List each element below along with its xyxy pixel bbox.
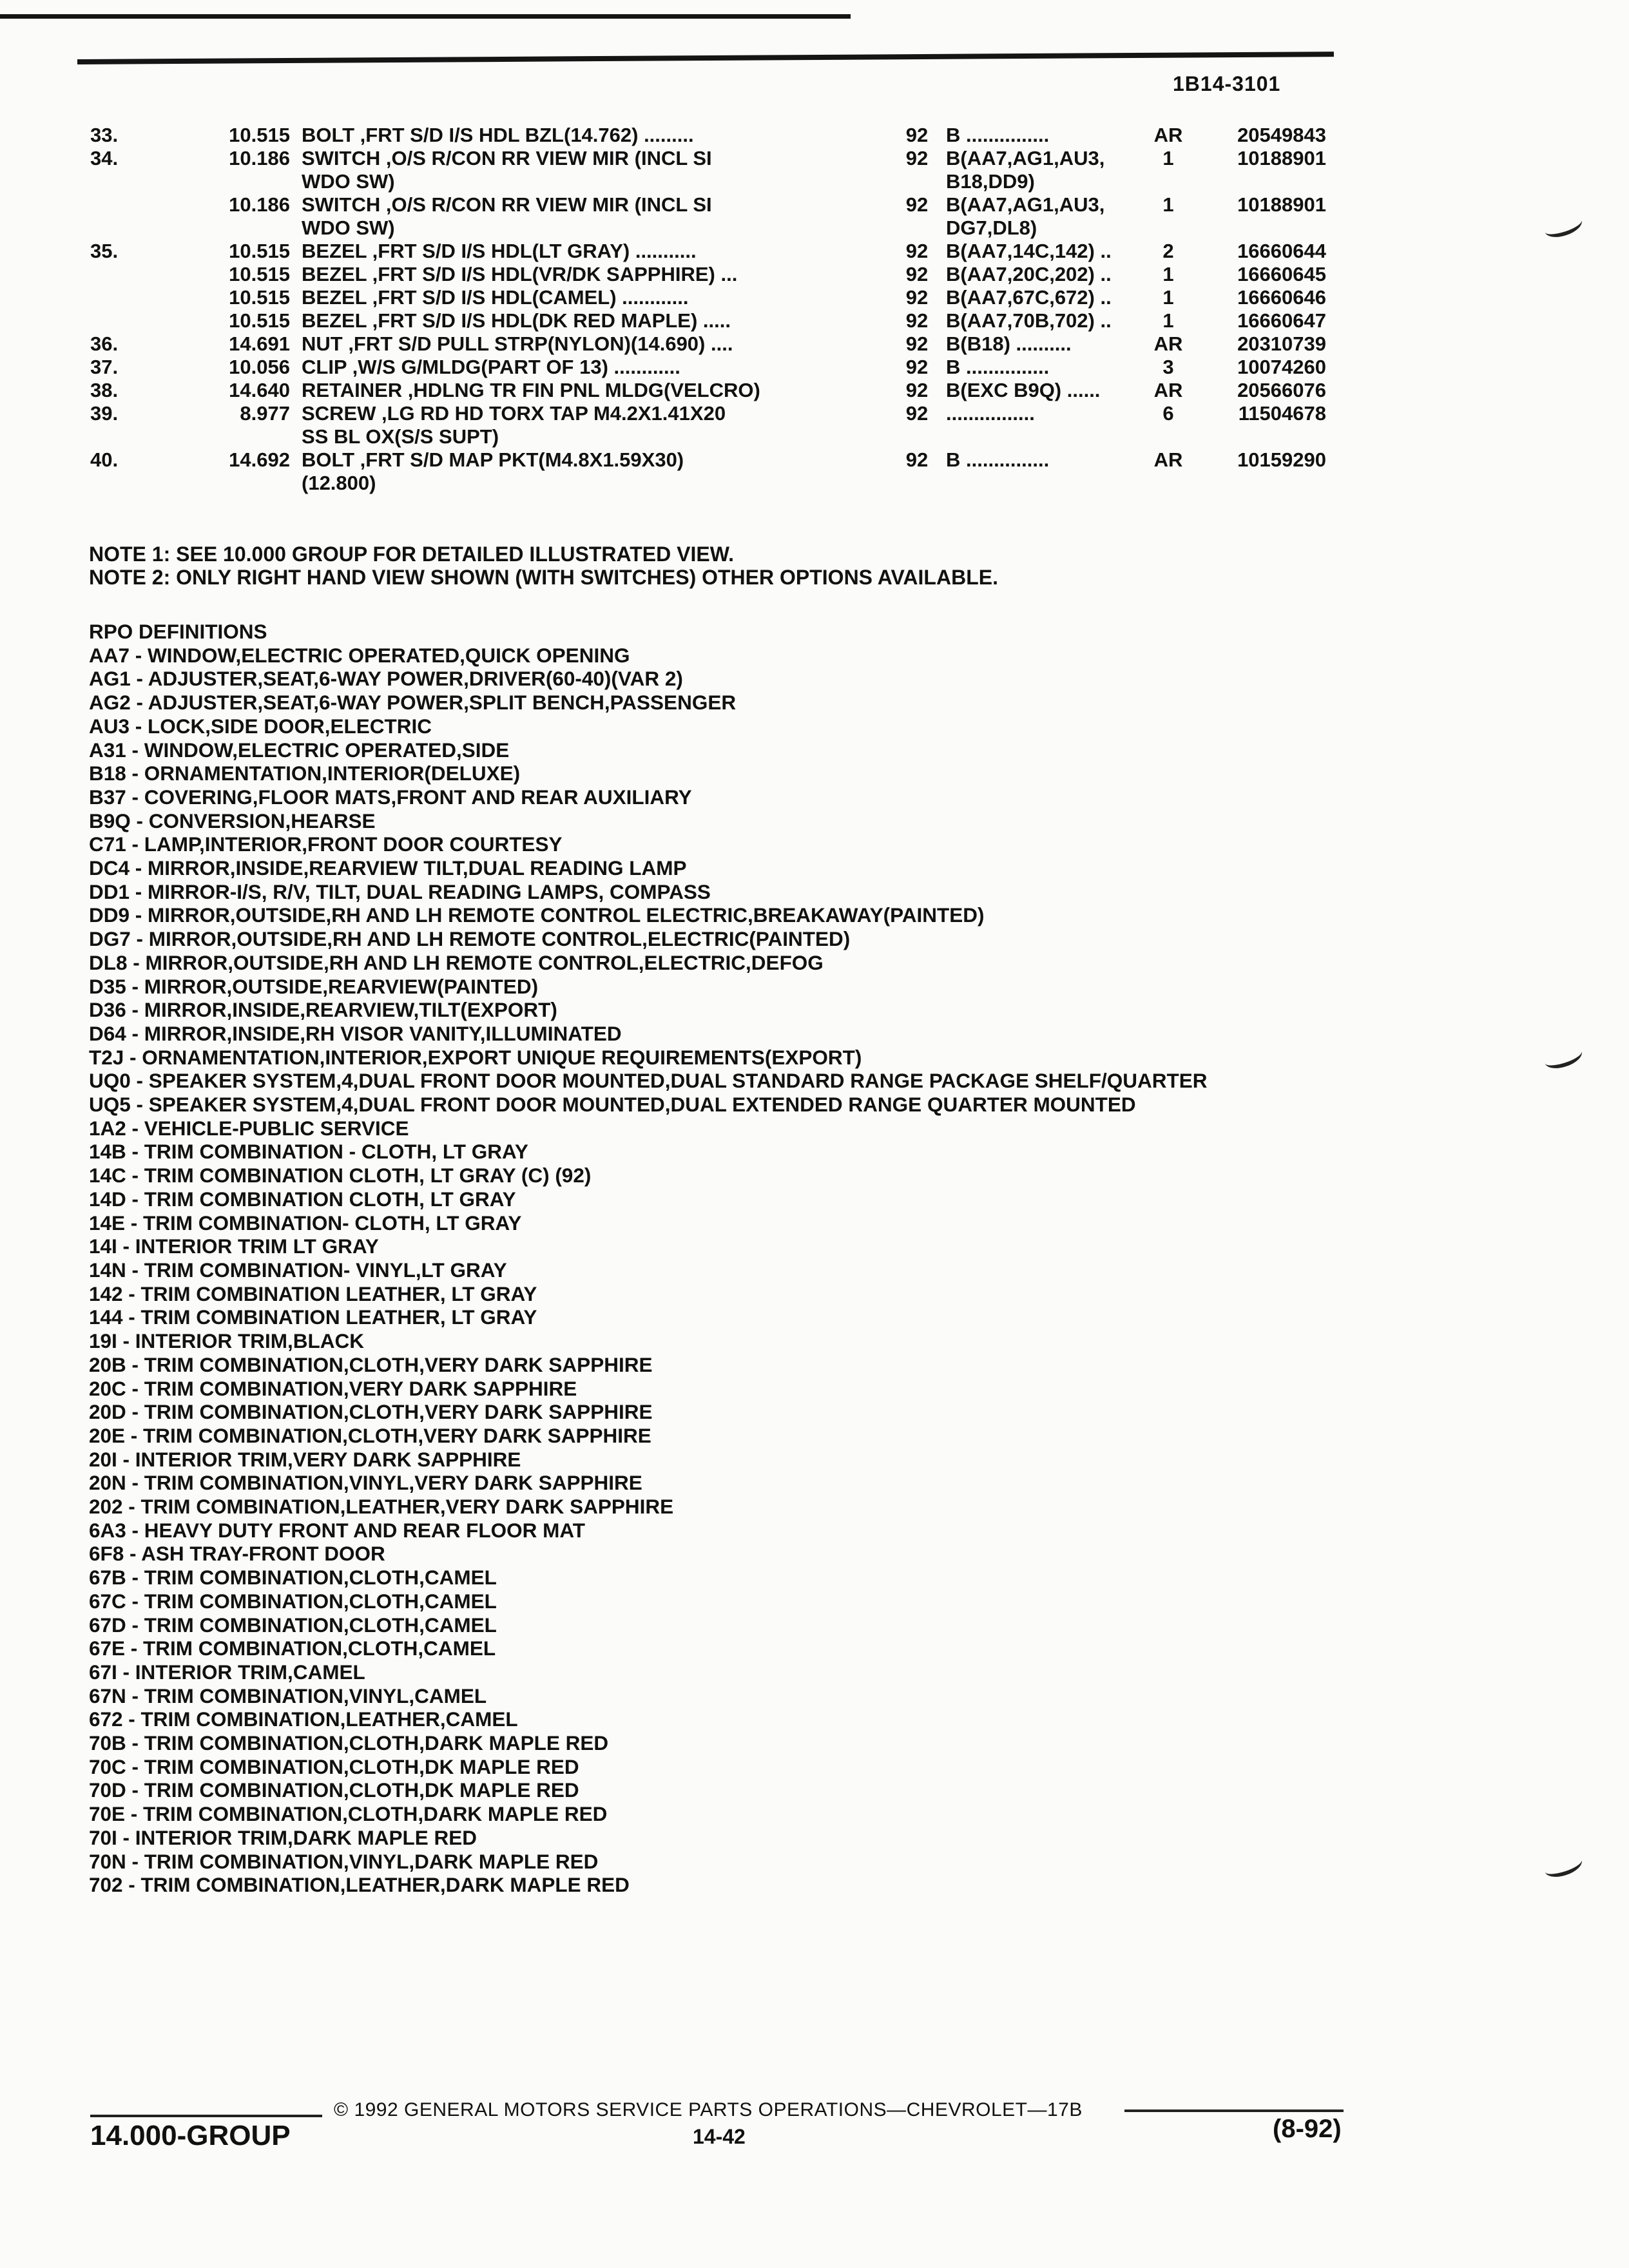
part-yr: 92 <box>905 147 929 169</box>
part-yr: 92 <box>905 356 929 378</box>
rpo-item: D64 - MIRROR,INSIDE,RH VISOR VANITY,ILLUMINATED <box>89 1021 622 1045</box>
part-desc: BEZEL ,FRT S/D I/S HDL(CAMEL) ............ <box>302 286 689 309</box>
part-qty: AR <box>1153 124 1183 146</box>
part-row <box>90 402 1353 448</box>
part-qty: 1 <box>1162 263 1174 285</box>
part-desc: SWITCH ,O/S R/CON RR VIEW MIR (INCL SI WDO SW) <box>302 193 712 239</box>
part-row <box>90 448 1353 495</box>
rpo-item: C71 - LAMP,INTERIOR,FRONT DOOR COURTESY <box>89 832 563 856</box>
rpo-item: 70B - TRIM COMBINATION,CLOTH,DARK MAPLE RED <box>89 1731 609 1755</box>
group-label: 14.000-GROUP <box>90 2120 291 2151</box>
rpo-item: 14E - TRIM COMBINATION- CLOTH, LT GRAY <box>89 1211 522 1235</box>
part-num: 36. <box>90 332 119 355</box>
page-number: 14-42 <box>693 2125 746 2148</box>
part-row <box>90 124 1353 147</box>
part-qty: 1 <box>1162 193 1174 216</box>
margin-mark <box>1541 1847 1585 1881</box>
rpo-item: DG7 - MIRROR,OUTSIDE,RH AND LH REMOTE CONTROL,ELECTRIC(PAINTED) <box>89 927 851 951</box>
rpo-item: 14D - TRIM COMBINATION CLOTH, LT GRAY <box>89 1187 516 1211</box>
part-qty: 2 <box>1162 240 1174 262</box>
rpo-item: 672 - TRIM COMBINATION,LEATHER,CAMEL <box>89 1707 518 1731</box>
part-grp: 10.056 <box>229 356 290 378</box>
header-rule <box>77 52 1334 64</box>
part-yr: 92 <box>905 309 929 332</box>
part-desc: BOLT ,FRT S/D MAP PKT(M4.8X1.59X30) (12.800) <box>302 448 684 494</box>
rpo-item: DC4 - MIRROR,INSIDE,REARVIEW TILT,DUAL READING LAMP <box>89 856 687 880</box>
part-yr: 92 <box>905 263 929 285</box>
rpo-item: 67I - INTERIOR TRIM,CAMEL <box>89 1660 365 1684</box>
rpo-item: 67N - TRIM COMBINATION,VINYL,CAMEL <box>89 1684 487 1707</box>
part-grp: 14.692 <box>229 448 290 471</box>
part-part: 20549843 <box>1237 124 1326 146</box>
part-part: 20566076 <box>1237 379 1326 401</box>
rpo-item: B9Q - CONVERSION,HEARSE <box>89 809 376 832</box>
rpo-item: AA7 - WINDOW,ELECTRIC OPERATED,QUICK OPENING <box>89 643 630 667</box>
rpo-item: AG1 - ADJUSTER,SEAT,6-WAY POWER,DRIVER(60-40)(VAR 2) <box>89 667 683 691</box>
part-desc: CLIP ,W/S G/MLDG(PART OF 13) ............ <box>302 356 680 378</box>
rpo-item: 142 - TRIM COMBINATION LEATHER, LT GRAY <box>89 1282 537 1305</box>
part-desc: BOLT ,FRT S/D I/S HDL BZL(14.762) ......... <box>302 124 694 146</box>
part-desc: SCREW ,LG RD HD TORX TAP M4.2X1.41X20 SS BL OX(S/S SUPT) <box>302 402 726 448</box>
footer-rule-right <box>1124 2109 1344 2112</box>
rpo-item: DD9 - MIRROR,OUTSIDE,RH AND LH REMOTE CONTROL ELECTRIC,BREAKAWAY(PAINTED) <box>89 903 985 927</box>
part-num: 39. <box>90 402 119 425</box>
part-yr: 92 <box>905 332 929 355</box>
part-app: B(EXC B9Q) ...... <box>946 379 1101 401</box>
part-grp: 10.515 <box>229 240 290 262</box>
part-grp: 14.691 <box>229 332 290 355</box>
rpo-item: 67D - TRIM COMBINATION,CLOTH,CAMEL <box>89 1613 497 1637</box>
part-num: 33. <box>90 124 119 146</box>
part-yr: 92 <box>905 124 929 146</box>
page-id: 1B14-3101 <box>1173 72 1281 95</box>
rpo-item: 70C - TRIM COMBINATION,CLOTH,DK MAPLE RED <box>89 1754 579 1778</box>
part-num: 40. <box>90 448 119 471</box>
note: NOTE 1: SEE 10.000 GROUP FOR DETAILED ILLUSTRATED VIEW. <box>89 543 735 566</box>
part-row <box>90 193 1353 240</box>
part-part: 16660645 <box>1237 263 1326 285</box>
part-row <box>90 309 1353 332</box>
rpo-item: AG2 - ADJUSTER,SEAT,6-WAY POWER,SPLIT BENCH,PASSENGER <box>89 691 737 715</box>
part-yr: 92 <box>905 286 929 309</box>
part-desc: RETAINER ,HDLNG TR FIN PNL MLDG(VELCRO) <box>302 379 760 401</box>
part-app: B(AA7,70B,702) .. <box>946 309 1112 332</box>
part-row <box>90 147 1353 193</box>
rpo-item: T2J - ORNAMENTATION,INTERIOR,EXPORT UNIQUE REQUIREMENTS(EXPORT) <box>89 1045 862 1069</box>
part-part: 10188901 <box>1237 147 1326 169</box>
rpo-item: 67B - TRIM COMBINATION,CLOTH,CAMEL <box>89 1566 497 1590</box>
rpo-item: 144 - TRIM COMBINATION LEATHER, LT GRAY <box>89 1305 537 1329</box>
date-code: (8-92) <box>1273 2115 1342 2143</box>
part-part: 16660646 <box>1237 286 1326 309</box>
notes-section <box>89 543 998 589</box>
part-qty: AR <box>1153 332 1183 355</box>
rpo-item: DD1 - MIRROR-I/S, R/V, TILT, DUAL READING LAMPS, COMPASS <box>89 879 711 903</box>
part-app: B ............... <box>946 124 1050 146</box>
rpo-item: D36 - MIRROR,INSIDE,REARVIEW,TILT(EXPORT) <box>89 998 557 1022</box>
part-app: B ............... <box>946 356 1050 378</box>
rpo-item: 202 - TRIM COMBINATION,LEATHER,VERY DARK SAPPHIRE <box>89 1495 674 1519</box>
rpo-item: B37 - COVERING,FLOOR MATS,FRONT AND REAR AUXILIARY <box>89 785 692 809</box>
part-desc: BEZEL ,FRT S/D I/S HDL(LT GRAY) ........... <box>302 240 697 262</box>
rpo-item: 19I - INTERIOR TRIM,BLACK <box>89 1329 365 1353</box>
rpo-item: 20I - INTERIOR TRIM,VERY DARK SAPPHIRE <box>89 1447 521 1471</box>
parts-table <box>90 124 1353 495</box>
margin-mark <box>1541 207 1585 242</box>
rpo-item: 70I - INTERIOR TRIM,DARK MAPLE RED <box>89 1825 477 1849</box>
part-part: 10159290 <box>1237 448 1326 471</box>
part-yr: 92 <box>905 379 929 401</box>
rpo-item: 20C - TRIM COMBINATION,VERY DARK SAPPHIRE <box>89 1376 577 1400</box>
rpo-item: 14I - INTERIOR TRIM LT GRAY <box>89 1235 379 1258</box>
part-qty: AR <box>1153 379 1183 401</box>
rpo-item: 20D - TRIM COMBINATION,CLOTH,VERY DARK SAPPHIRE <box>89 1400 653 1424</box>
rpo-item: D35 - MIRROR,OUTSIDE,REARVIEW(PAINTED) <box>89 974 539 998</box>
rpo-title: RPO DEFINITIONS <box>89 620 267 643</box>
rpo-item: 702 - TRIM COMBINATION,LEATHER,DARK MAPLE RED <box>89 1873 630 1897</box>
part-row <box>90 356 1353 379</box>
part-app: B(AA7,14C,142) .. <box>946 240 1112 262</box>
rpo-item: DL8 - MIRROR,OUTSIDE,RH AND LH REMOTE CONTROL,ELECTRIC,DEFOG <box>89 950 824 974</box>
rpo-item: 6F8 - ASH TRAY-FRONT DOOR <box>89 1542 385 1566</box>
rpo-item: 14C - TRIM COMBINATION CLOTH, LT GRAY (C) (92) <box>89 1164 592 1187</box>
part-part: 11504678 <box>1238 402 1326 425</box>
part-yr: 92 <box>905 448 929 471</box>
part-grp: 14.640 <box>229 379 290 401</box>
part-yr: 92 <box>905 240 929 262</box>
part-num: 38. <box>90 379 119 401</box>
part-app: B(B18) .......... <box>946 332 1072 355</box>
part-grp: 10.515 <box>229 263 290 285</box>
part-qty: 1 <box>1162 286 1174 309</box>
part-grp: 10.186 <box>229 193 290 216</box>
rpo-item: 14B - TRIM COMBINATION - CLOTH, LT GRAY <box>89 1140 528 1164</box>
part-desc: BEZEL ,FRT S/D I/S HDL(DK RED MAPLE) ..... <box>302 309 731 332</box>
rpo-item: AU3 - LOCK,SIDE DOOR,ELECTRIC <box>89 714 432 738</box>
part-num: 37. <box>90 356 119 378</box>
rpo-item: 70D - TRIM COMBINATION,CLOTH,DK MAPLE RED <box>89 1778 579 1802</box>
part-row <box>90 240 1353 263</box>
part-app: ................ <box>946 402 1035 425</box>
part-part: 16660647 <box>1237 309 1326 332</box>
part-part: 10074260 <box>1237 356 1326 378</box>
part-row <box>90 379 1353 402</box>
rpo-item: UQ5 - SPEAKER SYSTEM,4,DUAL FRONT DOOR MOUNTED,DUAL EXTENDED RANGE QUARTER MOUNTED <box>89 1093 1136 1117</box>
part-num: 35. <box>90 240 119 262</box>
part-row <box>90 263 1353 286</box>
rpo-definitions <box>89 620 1208 1897</box>
part-grp: 8.977 <box>240 402 290 425</box>
rpo-item: 67C - TRIM COMBINATION,CLOTH,CAMEL <box>89 1589 497 1613</box>
rpo-item: A31 - WINDOW,ELECTRIC OPERATED,SIDE <box>89 738 510 762</box>
rpo-item: 20E - TRIM COMBINATION,CLOTH,VERY DARK SAPPHIRE <box>89 1423 651 1447</box>
part-qty: AR <box>1153 448 1183 471</box>
part-num: 34. <box>90 147 119 169</box>
part-yr: 92 <box>905 402 929 425</box>
part-part: 10188901 <box>1237 193 1326 216</box>
footer-rule-left <box>90 2115 322 2117</box>
part-qty: 3 <box>1162 356 1174 378</box>
part-grp: 10.515 <box>229 309 290 332</box>
note: NOTE 2: ONLY RIGHT HAND VIEW SHOWN (WITH SWITCHES) OTHER OPTIONS AVAILABLE. <box>89 566 998 589</box>
rpo-item: 6A3 - HEAVY DUTY FRONT AND REAR FLOOR MAT <box>89 1518 586 1542</box>
copyright: © 1992 GENERAL MOTORS SERVICE PARTS OPERATIONS—CHEVROLET—17B <box>334 2099 1083 2120</box>
part-app: B(AA7,67C,672) .. <box>946 286 1112 309</box>
part-desc: SWITCH ,O/S R/CON RR VIEW MIR (INCL SI WDO SW) <box>302 147 712 193</box>
rpo-item: 70E - TRIM COMBINATION,CLOTH,DARK MAPLE RED <box>89 1802 608 1826</box>
margin-mark <box>1541 1039 1585 1073</box>
part-grp: 10.515 <box>229 124 290 146</box>
part-qty: 1 <box>1162 147 1174 169</box>
part-yr: 92 <box>905 193 929 216</box>
rpo-item: UQ0 - SPEAKER SYSTEM,4,DUAL FRONT DOOR MOUNTED,DUAL STANDARD RANGE PACKAGE SHELF/QUARTER <box>89 1069 1208 1093</box>
part-app: B(AA7,20C,202) .. <box>946 263 1112 285</box>
rpo-item: 14N - TRIM COMBINATION- VINYL,LT GRAY <box>89 1258 507 1282</box>
rpo-item: B18 - ORNAMENTATION,INTERIOR(DELUXE) <box>89 762 521 785</box>
part-desc: NUT ,FRT S/D PULL STRP(NYLON)(14.690) .... <box>302 332 733 355</box>
part-row <box>90 286 1353 309</box>
part-desc: BEZEL ,FRT S/D I/S HDL(VR/DK SAPPHIRE) ... <box>302 263 738 285</box>
part-row <box>90 332 1353 356</box>
rpo-item: 20N - TRIM COMBINATION,VINYL,VERY DARK SAPPHIRE <box>89 1471 642 1495</box>
part-part: 16660644 <box>1237 240 1326 262</box>
part-app: B(AA7,AG1,AU3, DG7,DL8) <box>946 193 1105 239</box>
part-part: 20310739 <box>1237 332 1326 355</box>
rpo-item: 20B - TRIM COMBINATION,CLOTH,VERY DARK SAPPHIRE <box>89 1352 653 1376</box>
rpo-item: 70N - TRIM COMBINATION,VINYL,DARK MAPLE RED <box>89 1849 599 1873</box>
part-qty: 6 <box>1162 402 1174 425</box>
rpo-item: 67E - TRIM COMBINATION,CLOTH,CAMEL <box>89 1637 496 1660</box>
rpo-item: 1A2 - VEHICLE-PUBLIC SERVICE <box>89 1116 409 1140</box>
part-app: B(AA7,AG1,AU3, B18,DD9) <box>946 147 1105 193</box>
part-grp: 10.186 <box>229 147 290 169</box>
part-app: B ............... <box>946 448 1050 471</box>
top-rule <box>0 14 851 19</box>
part-qty: 1 <box>1162 309 1174 332</box>
part-grp: 10.515 <box>229 286 290 309</box>
